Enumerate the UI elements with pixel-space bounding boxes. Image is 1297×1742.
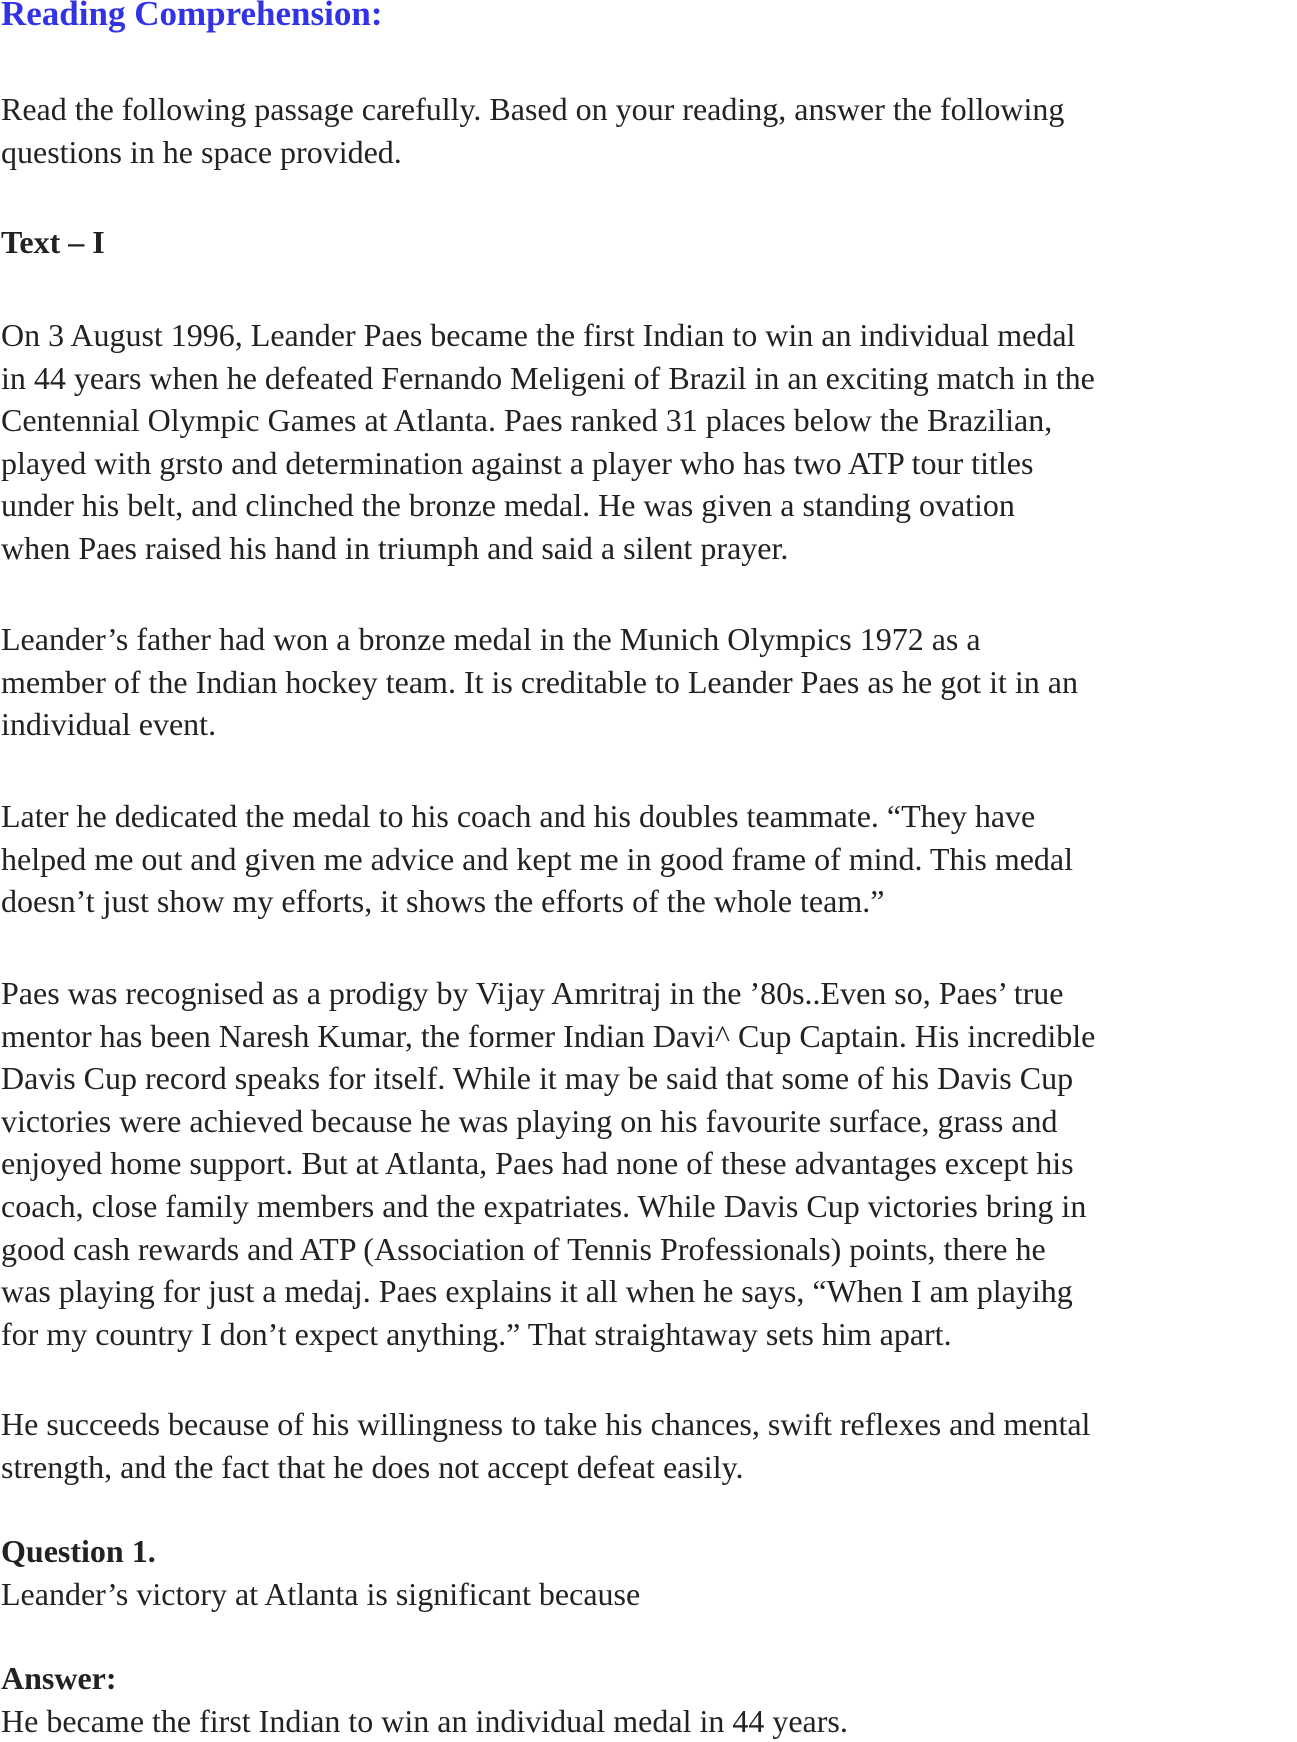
instructions-line: Read the following passage carefully. Based on your reading, answer the following xyxy=(1,91,1065,127)
question-1 xyxy=(1,1530,640,1615)
paragraph-line: Centennial Olympic Games at Atlanta. Paes ranked 31 places below the Brazilian, xyxy=(1,402,1053,439)
instructions xyxy=(1,88,1064,173)
paragraph-line: member of the Indian hockey team. It is creditable to Leander Paes as he got it in an xyxy=(1,663,1078,700)
question-text: Leander’s victory at Atlanta is significant because xyxy=(1,1575,641,1612)
paragraph-line: individual event. xyxy=(1,706,217,743)
paragraph-line: victories were achieved because he was playing on his favourite surface, grass and xyxy=(1,1102,1058,1139)
paragraph-line: was playing for just a medaj. Paes explains it all when he says, “When I am playihg xyxy=(1,1273,1073,1310)
answer-1 xyxy=(1,1657,848,1742)
question-label: Question 1. xyxy=(1,1533,156,1569)
paragraph-1 xyxy=(1,314,1095,570)
paragraph-line: Later he dedicated the medal to his coach and his doubles teammate. “They have xyxy=(1,798,1036,834)
paragraph-line: strength, and the fact that he does not accept defeat easily. xyxy=(1,1448,744,1485)
paragraph-line: On 3 August 1996, Leander Paes became the first Indian to win an individual medal xyxy=(1,317,1076,353)
text-label-text: Text – I xyxy=(1,224,105,260)
answer-text: He became the first Indian to win an individual medal in 44 years. xyxy=(1,1702,848,1739)
paragraph-line: coach, close family members and the expatriates. While Davis Cup victories bring in xyxy=(1,1187,1087,1224)
paragraph-line: enjoyed home support. But at Atlanta, Paes had none of these advantages except his xyxy=(1,1145,1074,1182)
paragraph-line: for my country I don’t expect anything.” That straightaway sets him apart. xyxy=(1,1315,952,1352)
paragraph-4 xyxy=(1,972,1095,1355)
paragraph-line: played with grsto and determination against a player who has two ATP tour titles xyxy=(1,444,1034,481)
paragraph-line: when Paes raised his hand in triumph and said a silent prayer. xyxy=(1,529,789,566)
paragraph-line: under his belt, and clinched the bronze medal. He was given a standing ovation xyxy=(1,487,1015,524)
instructions-line: questions in he space provided. xyxy=(1,133,402,170)
paragraph-line: helped me out and given me advice and kept me in good frame of mind. This medal xyxy=(1,840,1073,877)
answer-label: Answer: xyxy=(1,1660,117,1696)
paragraph-line: He succeeds because of his willingness to take his chances, swift reflexes and mental xyxy=(1,1406,1091,1442)
paragraph-line: Leander’s father had won a bronze medal in the Munich Olympics 1972 as a xyxy=(1,621,981,657)
page-heading: Reading Comprehension: xyxy=(1,0,383,33)
paragraph-line: in 44 years when he defeated Fernando Meligeni of Brazil in an exciting match in the xyxy=(1,359,1095,396)
paragraph-line: doesn’t just show my efforts, it shows the efforts of the whole team.” xyxy=(1,883,885,920)
paragraph-line: Paes was recognised as a prodigy by Vijay Amritraj in the ’80s..Even so, Paes’ true xyxy=(1,975,1064,1011)
paragraph-line: good cash rewards and ATP (Association of Tennis Professionals) points, there he xyxy=(1,1230,1046,1267)
paragraph-5 xyxy=(1,1403,1090,1488)
paragraph-2 xyxy=(1,618,1078,746)
paragraph-line: Davis Cup record speaks for itself. While it may be said that some of his Davis Cup xyxy=(1,1060,1074,1097)
text-label xyxy=(1,221,105,264)
paragraph-3 xyxy=(1,795,1073,923)
paragraph-line: mentor has been Naresh Kumar, the former Indian Davi^ Cup Captain. His incredible xyxy=(1,1017,1096,1054)
